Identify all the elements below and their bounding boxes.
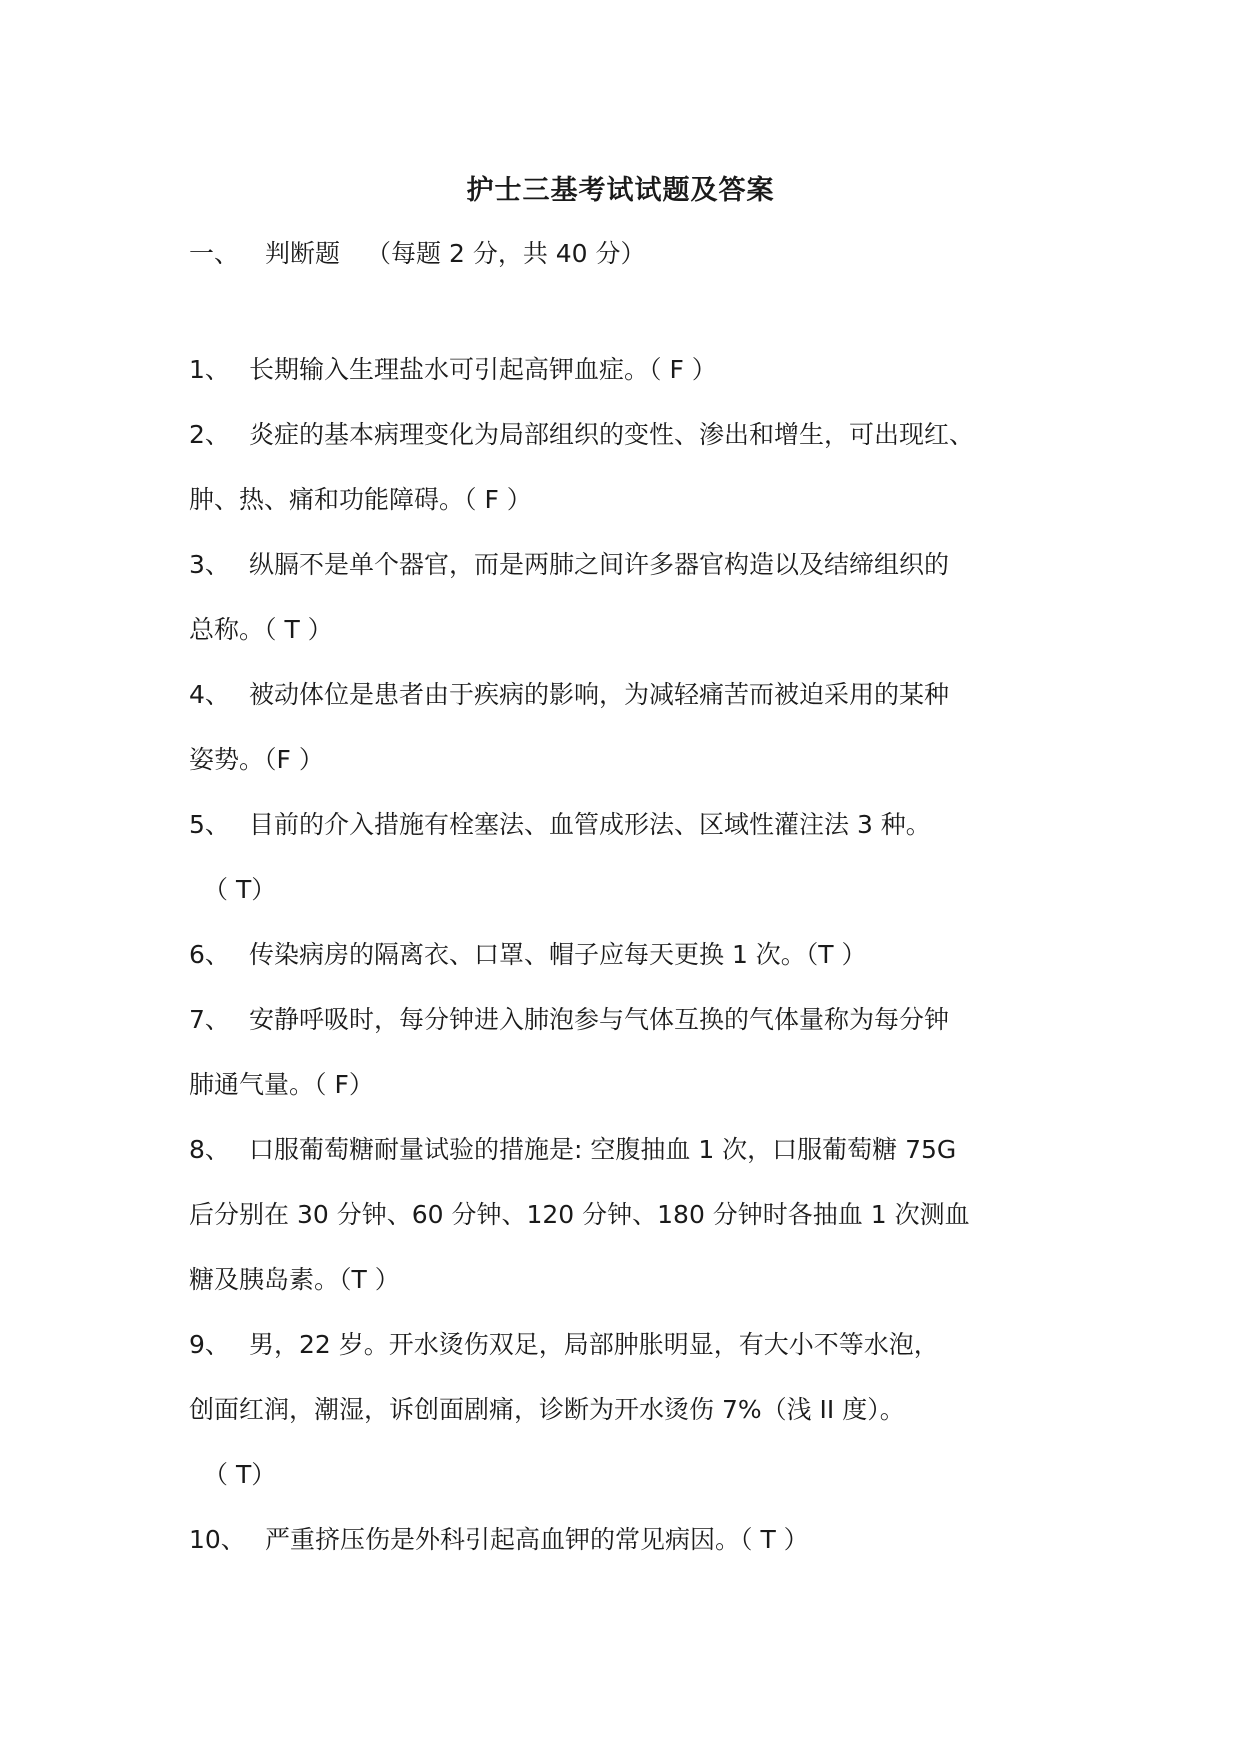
question-text: 姿势。（F ） <box>189 745 324 774</box>
question-number: 5、 <box>189 810 230 839</box>
question-text: 目前的介入措施有栓塞法、血管成形法、区域性灌注法 3 种。 <box>249 810 931 839</box>
question-text: 男，22 岁。开水烫伤双足，局部肿胀明显，有大小不等水泡， <box>249 1330 939 1359</box>
question-number: 3、 <box>189 550 230 579</box>
question-text: 严重挤压伤是外科引起高血钾的常见病因。（ T ） <box>265 1525 809 1554</box>
question-number: 9、 <box>189 1330 230 1359</box>
question-line <box>189 546 1069 611</box>
question-line <box>189 676 1069 741</box>
question-line <box>189 416 1069 481</box>
question-number: 7、 <box>189 1005 230 1034</box>
question-number: 2、 <box>189 420 230 449</box>
question-line <box>189 1001 1069 1066</box>
question-line <box>189 1131 1069 1196</box>
question-line <box>189 806 1069 871</box>
section-number: 一、 <box>189 239 240 268</box>
question-line <box>189 871 1069 936</box>
question-text: 总称。（ T ） <box>189 615 333 644</box>
question-text: （ T） <box>203 1460 277 1489</box>
question-line <box>189 936 1069 1001</box>
question-text: 糖及胰岛素。（T ） <box>189 1265 400 1294</box>
question-number: 4、 <box>189 680 230 709</box>
question-text: （ T） <box>203 875 277 904</box>
question-text: 传染病房的隔离衣、口罩、帽子应每天更换 1 次。（T ） <box>249 940 867 969</box>
question-text: 肺通气量。（ F） <box>189 1070 374 1099</box>
question-line <box>189 1326 1069 1391</box>
question-text: 炎症的基本病理变化为局部组织的变性、渗出和增生，可出现红、 <box>249 420 975 449</box>
question-number: 1、 <box>189 355 230 384</box>
question-list <box>189 351 1069 1586</box>
question-text: 安静呼吸时，每分钟进入肺泡参与气体互换的气体量称为每分钟 <box>249 1005 950 1034</box>
question-line <box>189 481 1069 546</box>
question-number: 10、 <box>189 1525 246 1554</box>
question-text: 后分别在 30 分钟、60 分钟、120 分钟、180 分钟时各抽血 1 次测血 <box>189 1200 970 1229</box>
question-line <box>189 1456 1069 1521</box>
question-line <box>189 1261 1069 1326</box>
question-number: 6、 <box>189 940 230 969</box>
question-number: 8、 <box>189 1135 230 1164</box>
question-line <box>189 1066 1069 1131</box>
question-line <box>189 741 1069 806</box>
question-text: 被动体位是患者由于疾病的影响，为减轻痛苦而被迫采用的某种 <box>249 680 950 709</box>
section-name: 判断题 <box>265 239 341 268</box>
question-text: 肿、热、痛和功能障碍。（ F ） <box>189 485 532 514</box>
question-text: 纵膈不是单个器官，而是两肺之间许多器官构造以及结缔组织的 <box>249 550 950 579</box>
question-line <box>189 611 1069 676</box>
question-text: 长期输入生理盐水可引起高钾血症。（ F ） <box>249 355 717 384</box>
question-line <box>189 1521 1069 1586</box>
question-text: 创面红润，潮湿，诉创面剧痛，诊断为开水烫伤 7%（浅 II 度）。 <box>189 1395 905 1424</box>
question-line <box>189 1196 1069 1261</box>
section-heading <box>189 234 646 270</box>
question-line <box>189 1391 1069 1456</box>
document-title: 护士三基考试试题及答案 <box>466 175 775 206</box>
section-note: （每题 2 分，共 40 分） <box>366 239 646 268</box>
question-text: 口服葡萄糖耐量试验的措施是: 空腹抽血 1 次，口服葡萄糖 75G <box>249 1135 957 1164</box>
question-line <box>189 351 1069 416</box>
